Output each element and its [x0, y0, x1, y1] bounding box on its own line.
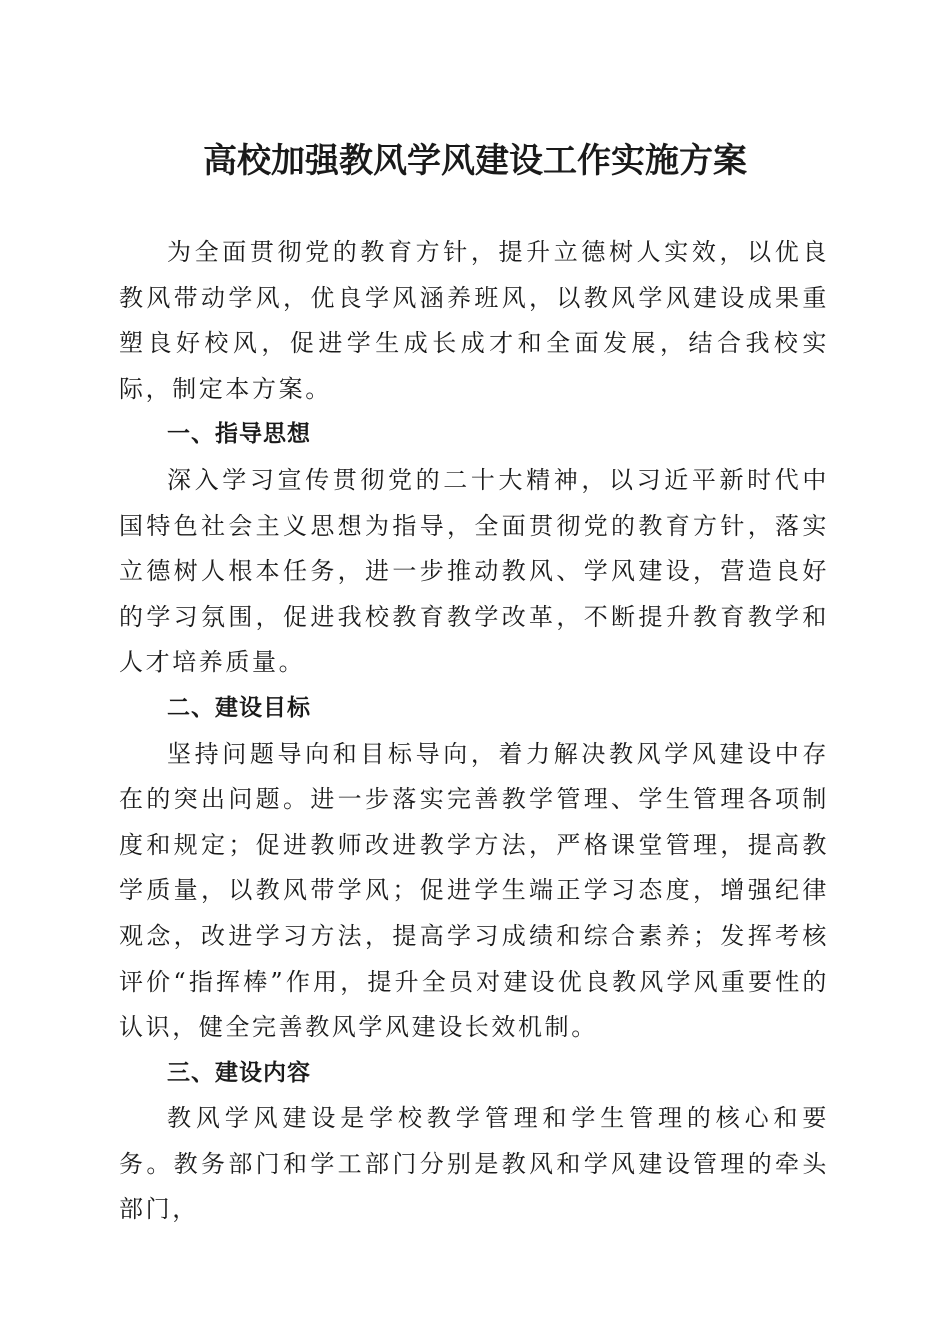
- document-title: 高校加强教风学风建设工作实施方案: [203, 141, 747, 181]
- section-heading-guiding-ideology: 一、指导思想: [167, 421, 311, 448]
- intro-paragraph: 为全面贯彻党的教育方针，提升立德树人实效，以优良教风带动学风，优良学风涵养班风，以教风学风建设成果重塑良好校风，促进学生成长成才和全面发展，结合我校实际，制定本方案。: [119, 238, 829, 403]
- section-paragraph-construction-goals: 坚持问题导向和目标导向，着力解决教风学风建设中存在的突出问题。进一步落实完善教学管理、学生管理各项制度和规定；促进教师改进教学方法，严格课堂管理，提高教学质量，以教风带学风；促进学生端正学习态度，增强纪律观念，改进学习方法，提高学习成绩和综合素养；发挥考核评价“指挥棒”作用，提升全员对建设优良教风学风重要性的认识，健全完善教风学风建设长效机制。: [119, 739, 829, 1042]
- section-paragraph-construction-content: 教风学风建设是学校教学管理和学生管理的核心和要务。教务部门和学工部门分别是教风和学风建设管理的牵头部门，: [119, 1104, 829, 1224]
- section-heading-construction-content: 三、建设内容: [167, 1059, 311, 1086]
- section-heading-construction-goals: 二、建设目标: [167, 694, 311, 721]
- section-paragraph-guiding-ideology: 深入学习宣传贯彻党的二十大精神，以习近平新时代中国特色社会主义思想为指导，全面贯彻党的教育方针，落实立德树人根本任务，进一步推动教风、学风建设，营造良好的学习氛围，促进我校教育教学改革，不断提升教育教学和人才培养质量。: [119, 465, 829, 677]
- document-body: [119, 230, 829, 1233]
